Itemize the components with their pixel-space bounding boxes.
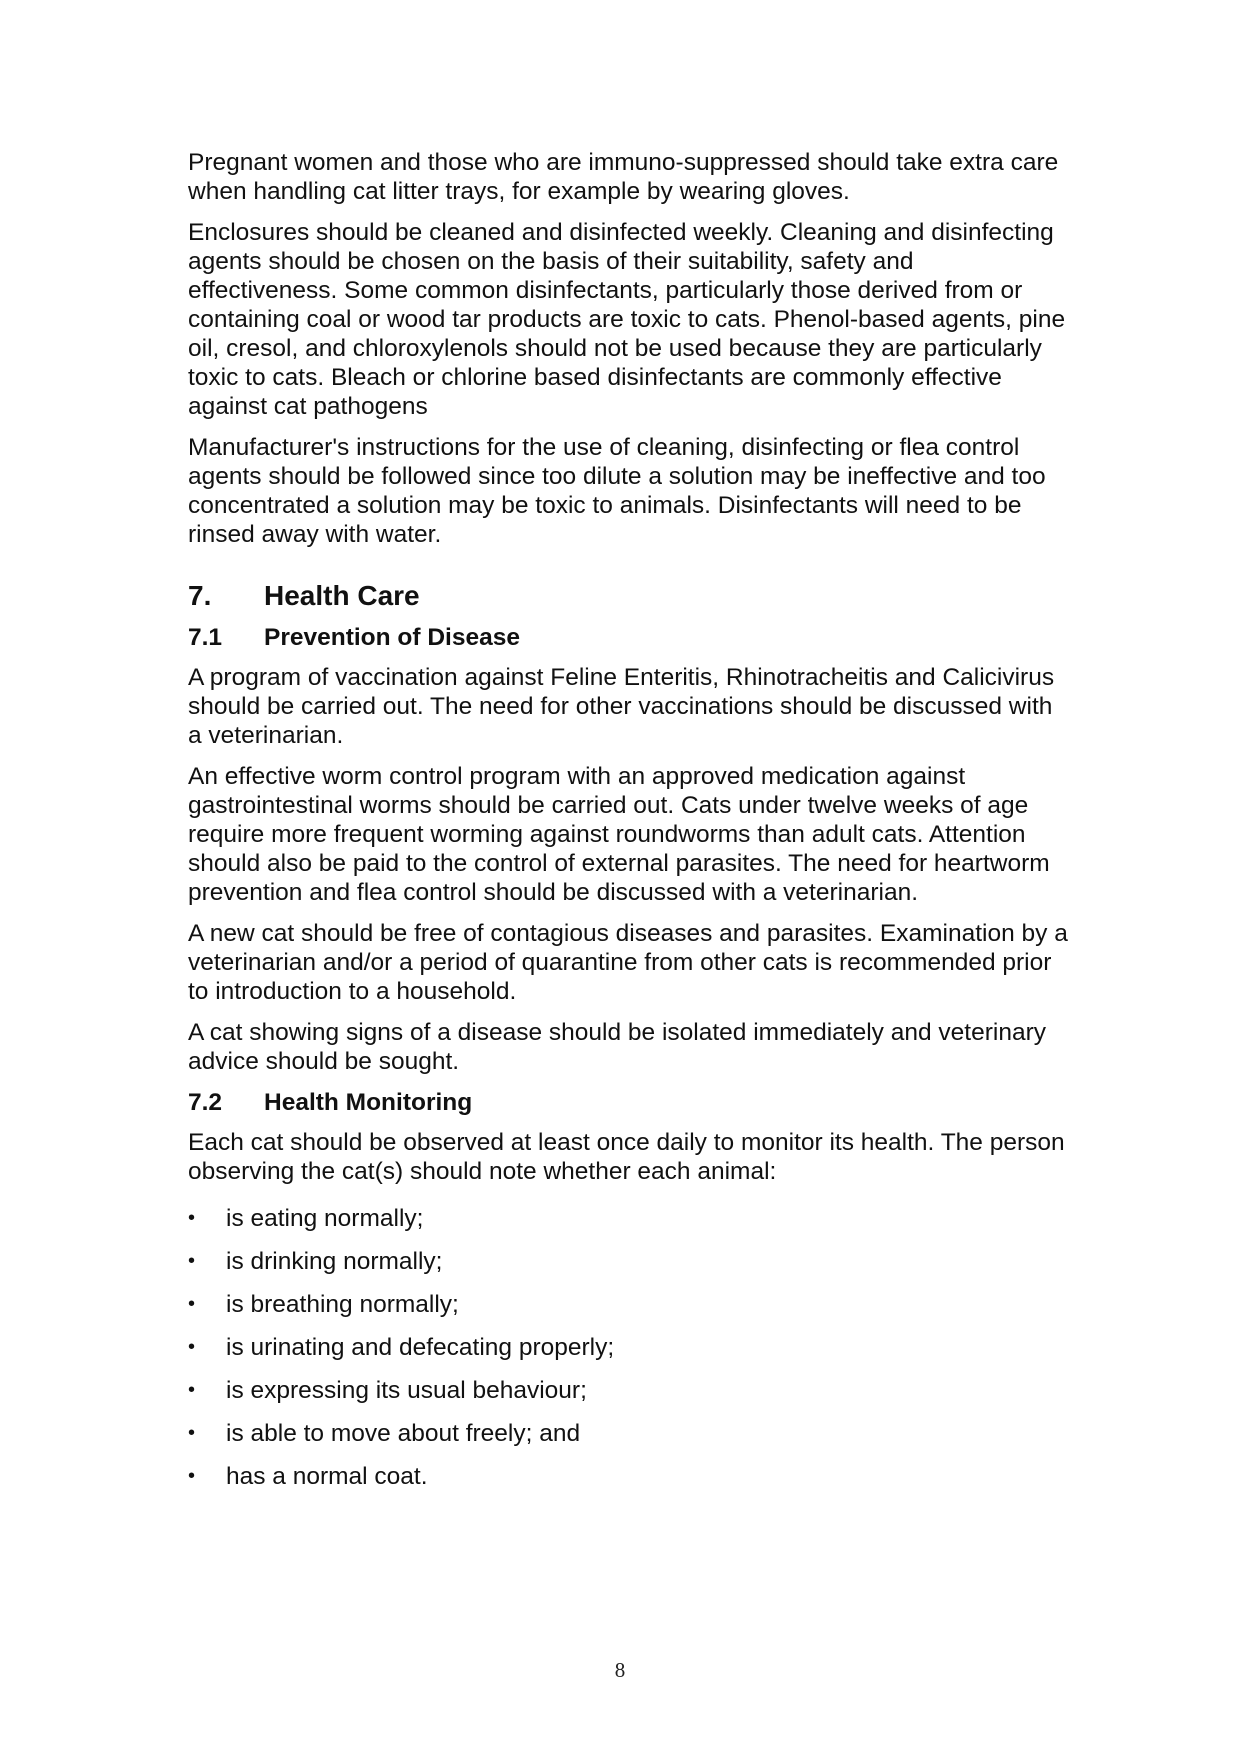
section-number: 7. [188,580,212,611]
paragraph-new-cat: A new cat should be free of contagious diseases and parasites. Examination by a veterinarian and/or a period of quarantine from other cats is recommended prior to introduction to a household. [188,920,1068,1005]
list-item [188,1333,1068,1362]
paragraph-manufacturer-instructions: Manufacturer's instructions for the use of cleaning, disinfecting or flea control agents should be followed since too dilute a solution may be ineffective and too concentrated a solution may be toxic to animals. Disinfectants will need to be rinsed away with water. [188,434,1046,548]
list-item [188,1290,1068,1319]
list-item [188,1247,1068,1276]
list-item-text: is able to move about freely; and [226,1420,581,1447]
document-page [188,148,1068,1505]
subsection-title: Prevention of Disease [264,624,520,651]
bullet-icon: • [188,1336,196,1358]
list-item-text: is eating normally; [226,1205,424,1232]
list-item-text: is urinating and defecating properly; [226,1334,615,1361]
list-item [188,1376,1068,1405]
subsection-heading-prevention [188,623,1068,653]
subsection-title: Health Monitoring [264,1089,473,1116]
health-checklist [188,1204,1068,1491]
bullet-icon: • [188,1207,196,1229]
list-item [188,1462,1068,1491]
bullet-icon: • [188,1465,196,1487]
list-item [188,1204,1068,1233]
bullet-icon: • [188,1422,196,1444]
paragraph-isolation: A cat showing signs of a disease should be isolated immediately and veterinary advice should be sought. [188,1019,1046,1075]
subsection-number: 7.1 [188,624,223,651]
bullet-icon: • [188,1250,196,1272]
paragraph-enclosure-cleaning: Enclosures should be cleaned and disinfected weekly. Cleaning and disinfecting agents should be chosen on the basis of their suitability, safety and effectiveness. Some common disinfectants, particularly those derived from or containing coal or wood tar products are toxic to cats. Phenol-based agents, pine oil, cresol, and chloroxylenols should not be used because they are particularly toxic to cats. Bleach or chlorine based disinfectants are commonly effective against cat pathogens [188,219,1066,420]
section-title: Health Care [264,580,420,611]
subsection-number: 7.2 [188,1089,223,1116]
list-item-text: is breathing normally; [226,1291,459,1318]
list-item-text: is expressing its usual behaviour; [226,1377,587,1404]
paragraph-litter-trays: Pregnant women and those who are immuno-suppressed should take extra care when handling cat litter trays, for example by wearing gloves. [188,149,1059,205]
subsection-heading-monitoring [188,1088,1068,1118]
paragraph-vaccination: A program of vaccination against Feline Enteritis, Rhinotracheitis and Calicivirus should be carried out. The need for other vaccinations should be discussed with a veterinarian. [188,664,1055,749]
list-item-text: is drinking normally; [226,1248,443,1275]
bullet-icon: • [188,1293,196,1315]
list-item-text: has a normal coat. [226,1463,428,1490]
paragraph-worm-control: An effective worm control program with an approved medication against gastrointestinal worms should be carried out. Cats under twelve weeks of age require more frequent worming against roundworms than adult cats. Attention should also be paid to the control of external parasites. The need for heartworm prevention and flea control should be discussed with a veterinarian. [188,763,1050,906]
list-item [188,1419,1068,1448]
page-number: 8 [614,1658,626,1682]
paragraph-daily-observation: Each cat should be observed at least once daily to monitor its health. The person observing the cat(s) should note whether each animal: [188,1129,1065,1185]
section-heading-health-care [188,579,1068,613]
bullet-icon: • [188,1379,196,1401]
